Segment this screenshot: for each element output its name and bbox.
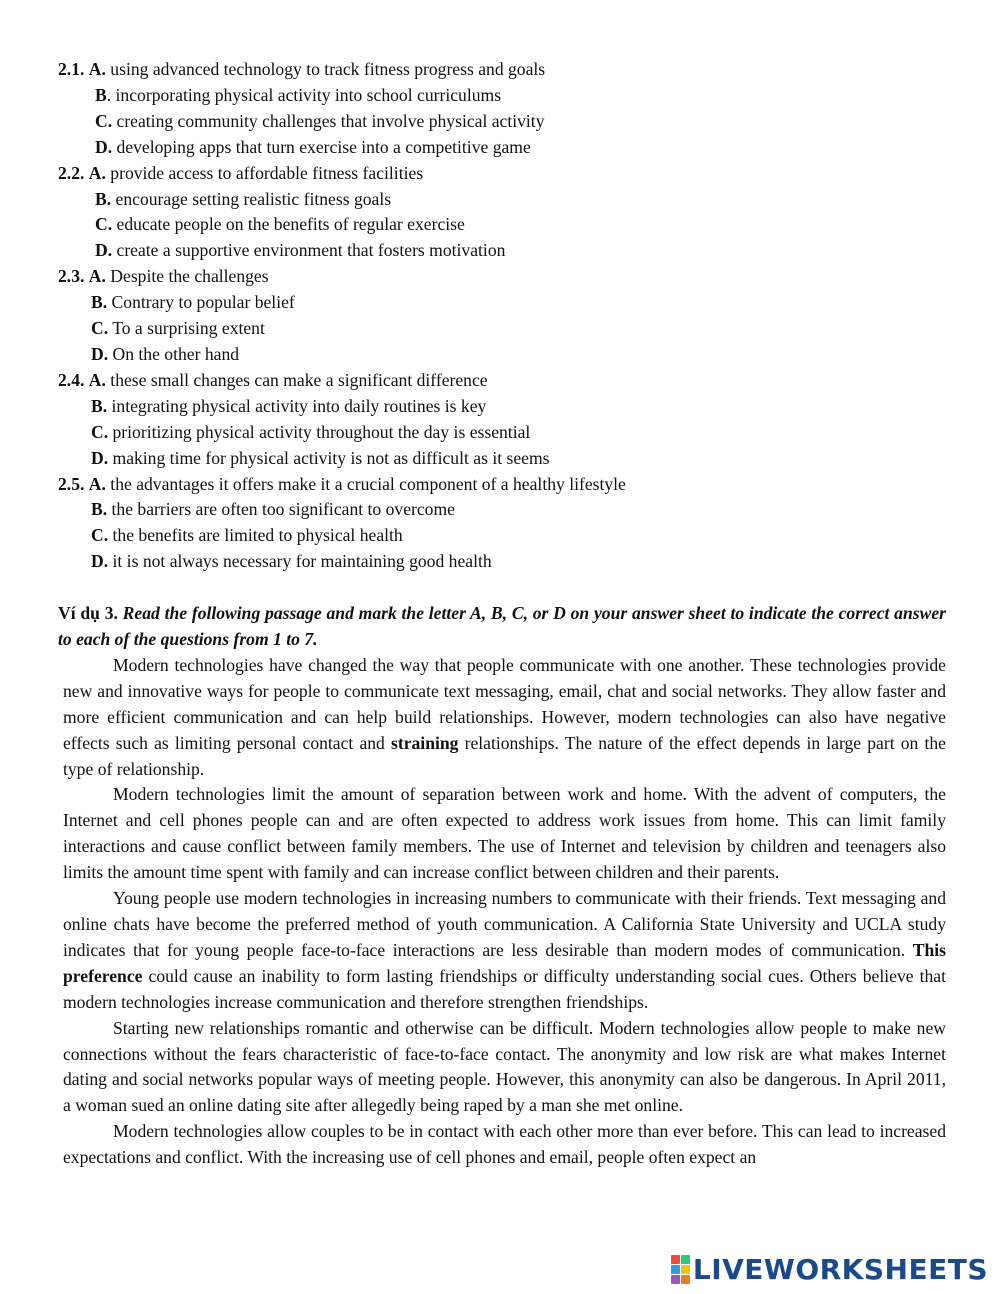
passage-text: Modern technologies allow couples to be in contact with each other more than ever before. This can lead to increased expectations and conflict. With the increasing use of cell phones and email, people often expect an — [63, 1121, 946, 1168]
passage-paragraph-4 — [58, 1016, 946, 1120]
option-label: A. — [88, 162, 106, 183]
option-text: create a supportive environment that fosters motivation — [112, 240, 506, 261]
option-text: using advanced technology to track fitness progress and goals — [105, 59, 546, 79]
option-label: A. — [88, 473, 106, 494]
option-label: A. — [88, 369, 106, 390]
option-label: D. — [91, 551, 109, 572]
passage-text: relationships. The nature of the effect depends in large part on the type of relationship. — [63, 732, 946, 779]
logo-block — [671, 1275, 680, 1284]
option-row — [58, 83, 946, 109]
question-number: 2.2. — [58, 162, 85, 183]
option-text: Contrary to popular belief — [107, 292, 295, 313]
passage-paragraph-2 — [58, 782, 946, 886]
passage-text: Starting new relationships romantic and otherwise can be difficult. Modern technologies allow people to make new connections without the fears characteristic of face-to-face contact. The anonymity and low risk are what makes Internet dating and social networks popular ways of meeting people. However, this anonymity can also be dangerous. In April 2011, a woman sued an online dating site after allegedly being raped by a man she met online. — [63, 1017, 946, 1116]
example-instruction-text: Read the following passage and mark the letter A, B, C, or D on your answer sheet to indicate the correct answer to each of the questions from 1 to 7. — [58, 603, 947, 650]
example-instruction — [58, 601, 946, 653]
option-text: To a surprising extent — [108, 318, 265, 339]
passage-text: Modern technologies have changed the way that people communicate with one another. These technologies provide new and innovative ways for people to communicate text messaging, email, chat and social networks. They allow faster and more efficient communication and can help build relationships. However, modern technologies can also have negative effects such as limiting personal contact and — [63, 654, 946, 753]
highlighted-word: straining — [391, 732, 459, 753]
option-label: C. — [95, 214, 113, 235]
logo-block — [681, 1275, 690, 1284]
option-text: educate people on the benefits of regular exercise — [112, 214, 465, 235]
option-text: it is not always necessary for maintaining good health — [108, 551, 492, 572]
option-row — [58, 290, 946, 316]
logo-block — [671, 1265, 680, 1274]
highlighted-phrase: This preference — [63, 939, 946, 986]
option-label: B. — [91, 499, 108, 520]
option-text: creating community challenges that involve physical activity — [112, 110, 545, 131]
option-text: making time for physical activity is not as difficult as it seems — [108, 447, 550, 468]
option-text: . incorporating physical activity into school curriculums — [106, 84, 502, 105]
option-row — [58, 497, 946, 523]
passage-paragraph-1 — [58, 653, 946, 783]
passage-text: Modern technologies limit the amount of separation between work and home. With the advent of computers, the Internet and cell phones people can and are often expected to address work issues from home. This can limit family interactions and cause conflict between family members. The use of Internet and television by children and teenagers also limits the amount time spent with family and can increase conflict between children and their parents. — [63, 784, 946, 883]
option-text: On the other hand — [108, 343, 240, 364]
logo-block — [681, 1265, 690, 1274]
question-number: 2.4. — [58, 369, 85, 390]
logo-mark-icon — [671, 1255, 690, 1284]
question-2-5 — [58, 472, 946, 498]
option-text: prioritizing physical activity throughout the day is essential — [108, 421, 531, 442]
option-label: C. — [91, 318, 109, 339]
question-2-3 — [58, 264, 946, 290]
option-label: A. — [88, 266, 106, 287]
option-label: B — [95, 84, 107, 105]
option-text: the benefits are limited to physical health — [108, 525, 403, 546]
option-label: D. — [95, 240, 113, 261]
option-label: C. — [91, 421, 109, 442]
liveworksheets-logo — [671, 1252, 988, 1286]
option-text: provide access to affordable fitness facilities — [105, 162, 424, 183]
option-row — [58, 135, 946, 161]
question-number: 2.1. — [58, 59, 85, 79]
option-text: Despite the challenges — [105, 266, 269, 287]
question-number: 2.5. — [58, 473, 85, 494]
option-row — [58, 446, 946, 472]
option-text: integrating physical activity into daily routines is key — [107, 395, 487, 416]
option-label: B. — [91, 395, 108, 416]
option-label: C. — [91, 525, 109, 546]
example-label: Ví dụ 3. — [58, 603, 118, 624]
option-row — [58, 109, 946, 135]
option-row — [58, 420, 946, 446]
option-row — [58, 238, 946, 264]
option-label: D. — [91, 343, 109, 364]
option-row — [58, 212, 946, 238]
option-text: developing apps that turn exercise into a competitive game — [112, 136, 531, 157]
option-label: D. — [95, 136, 113, 157]
passage-text: could cause an inability to form lasting friendships or difficulty understanding social cues. Others believe that modern technologies increase communication and therefore strengthen friendships. — [63, 965, 946, 1012]
passage-text: Young people use modern technologies in increasing numbers to communicate with their friends. Text messaging and online chats have become the preferred method of youth communication. A California State University and UCLA study indicates that for young people face-to-face interactions are less desirable than modern modes of communication. — [63, 888, 946, 960]
question-2-4 — [58, 368, 946, 394]
question-2-1 — [58, 57, 946, 83]
option-row — [58, 316, 946, 342]
option-label: B. — [95, 188, 112, 209]
option-label: C. — [95, 110, 113, 131]
passage-paragraph-3 — [58, 886, 946, 1016]
option-row — [58, 394, 946, 420]
option-row — [58, 549, 946, 575]
question-number: 2.3. — [58, 266, 85, 287]
question-2-2 — [58, 161, 946, 187]
option-row — [58, 342, 946, 368]
option-text: these small changes can make a significant difference — [105, 369, 488, 390]
passage-paragraph-5 — [58, 1119, 946, 1171]
logo-block — [671, 1255, 680, 1264]
logo-block — [681, 1255, 690, 1264]
option-label: D. — [91, 447, 109, 468]
option-text: the barriers are often too significant to overcome — [107, 499, 455, 520]
worksheet-page — [58, 57, 946, 1171]
logo-text: LIVEWORKSHEETS — [692, 1252, 988, 1286]
option-row — [58, 523, 946, 549]
option-row — [58, 187, 946, 213]
option-text: the advantages it offers make it a crucial component of a healthy lifestyle — [105, 473, 626, 494]
option-text: encourage setting realistic fitness goals — [111, 188, 392, 209]
option-label: A. — [88, 59, 106, 79]
option-label: B. — [91, 292, 108, 313]
